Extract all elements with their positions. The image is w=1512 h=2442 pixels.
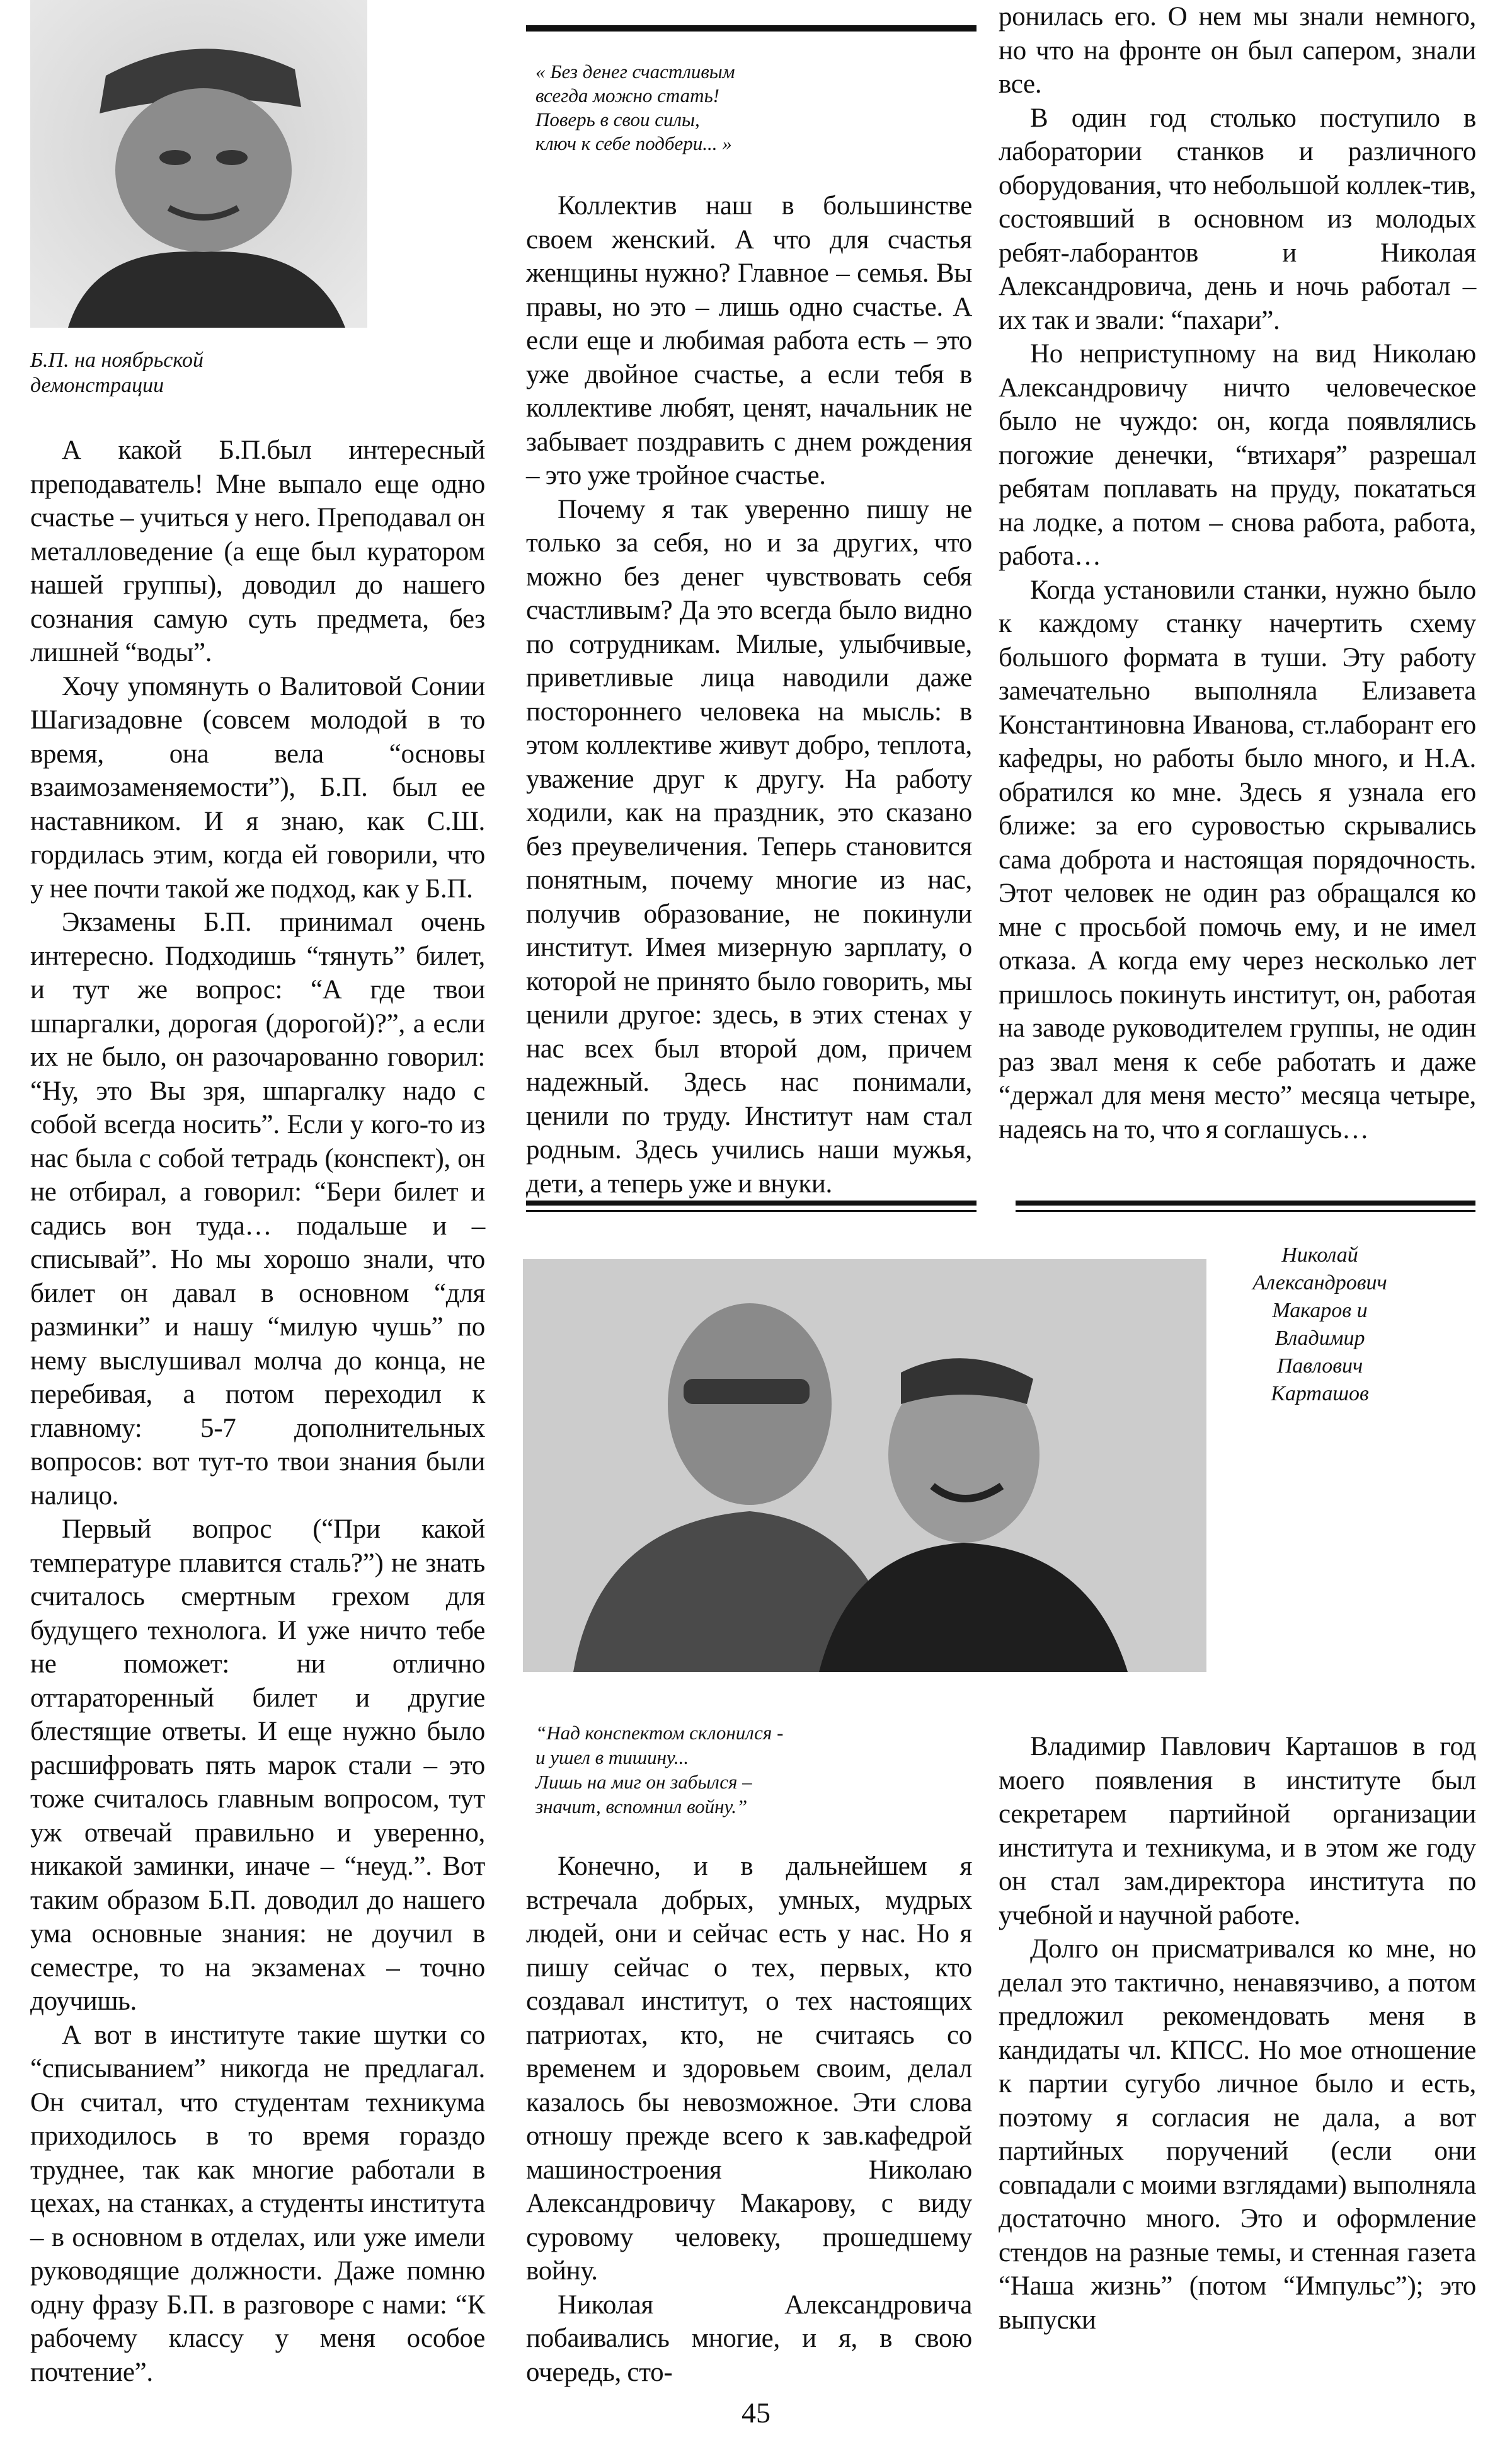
- section-rule-middle: [526, 1201, 976, 1206]
- right-bottom-text: Владимир Павлович Карташов в год моего появления в институте был секретарем партийной организации института и техникума, и в этом же году он стал зам.директора института по учебной и научной работе. Долго он присматривался ко мне, но делал это тактично, ненавязчиво, а потом предложил рекомендовать меня в кандидаты чл. КПСС. Но мое отношение к партии сугубо личное было и есть, поэтому я согласия не дала, а вот партийных поручений (если они совпадали с моими взглядами) выполняла достаточно много. Это и оформление стендов на разные темы, и стенная газета “Наша жизнь” (потом “Импульс”); это выпуски: [999, 1732, 1476, 2335]
- page-number: 45: [742, 2397, 770, 2429]
- poem-quote: “Над конспектом склонился - и ушел в тишину... Лишь на миг он забылся – значит, вспомнил войну.”: [536, 1722, 784, 1817]
- right-top-text: ронилась его. О нем мы знали немного, но что на фронте он был сапером, знали все. В один год столько поступило в лаборатории станков и различного оборудования, что небольшой коллек-тив, состоявший в основном из молодых ребят-лаборантов и Николая Александровича, день и ночь работал – их так и звали: “пахари”. Но неприступному на вид Николаю Александровичу ничто человеческое было не чуждо: он, когда появлялись погожие денечки, “втихаря” разрешал ребятам поплавать на пруду, покататься на лодке, а потом – снова работа, работа, работа… Когда установили станки, нужно было к каждому станку начертить схему большого формата в туши. Эту работу замечательно выполняла Елизавета Константиновна Иванова, ст.лаборант его кафедры, но работы было много, и Н.А. обратился ко мне. Здесь я узнала его ближе: за его суровостью скрывались сама доброта и настоящая порядочность. Этот человек не один раз обращался ко мне с просьбой помочь ему, и не имел отказа. А когда ему через несколько лет пришлось покинуть институт, он, работая на заводе руководителем группы, не один раз звал меня к себе работать и даже “держал для меня место” месяца четыре, надеясь на то, что я соглашусь…: [999, 2, 1476, 1144]
- photo1-caption: Б.П. на ноябрьской демонстрации: [30, 348, 203, 397]
- epigraph-quote: « Без денег счастливым всегда можно стать! Поверь в свои силы, ключ к себе подбери... »: [536, 60, 735, 154]
- left-column-text: А какой Б.П.был интересный преподаватель! Мне выпало еще одно счастье – учиться у него. Преподавал он металловедение (а еще был куратором нашей группы), доводил до нашего сознания самую суть предмета, без лишней “воды”. Хочу упомянуть о Валитовой Сонии Шагизадовне (совсем молодой в то время, она вела “основы взаимозаменяемости”), Б.П. был ее наставником. И я знаю, как С.Ш. гордилась этим, когда ей говорили, что у нее почти такой же подход, как у Б.П. Экзамены Б.П. принимал очень интересно. Подходишь “тянуть” билет, и тут же вопрос: “А где твои шпаргалки, дорогая (дорогой)?”, а если их не было, он разочарованно говорил: “Ну, это Вы зря, шпаргалку надо с собой всегда носить”. Если у кого-то из нас была с собой тетрадь (конспект), он не отбирал, а говорил: “Бери билет и садись вон туда… подальше и – списывай”. Но мы хорошо знали, что билет он давал в основном “для разминки” и нашу “милую чушь” по нему выслушивал молча до конца, не перебивая, а потом переходил к главному: 5-7 дополнительных вопросов: вот тут-то твои знания были налицо. Первый вопрос (“При какой температуре плавится сталь?”) не знать считалось смертным грехом для будущего технолога. И уже ничто тебе не поможет: ни отлично оттараторенный билет и другие блестящие ответы. И еще нужно было расшифровать пять марок стали – это тоже считалось главным вопросом, тут уж отвечай правильно и уверенно, никакой заминки, иначе – “неуд.”. Вот таким образом Б.П. доводил до нашего ума основные знания: не доучил в семестре, то на экзаменах – точно доучишь. А вот в институте такие шутки со “списыванием” никогда не предлагал. Он считал, что студентам техникума приходилось в то время гораздо труднее, так как многие работали в цехах, на станках, а студенты института – в основном в отделах, или уже имели руководящие должности. Даже помню одну фразу Б.П. в разговоре с нами: “К рабочему классу у меня особое почтение”.: [30, 435, 485, 2387]
- top-rule: [526, 25, 976, 32]
- photo2-caption: Николай Александрович Макаров и Владимир Павлович Карташов: [1252, 1243, 1387, 1405]
- section-rule-right: [1016, 1201, 1475, 1206]
- middle-bottom-text: Конечно, и в дальнейшем я встречала добрых, умных, мудрых людей, они и сейчас есть у нас. Но я пишу сейчас о тех, первых, кто создавал институт, о тех настоящих патриотах, кто, не считаясь со временем и здоровьем своим, делал казалось бы невозможное. Эти слова отношу прежде всего к зав.кафедрой машиностроения Николаю Александровичу Макарову, с виду суровому человеку, прошедшему войну. Николая Александровича побаивались многие, и я, в свою очередь, сто-: [526, 1852, 972, 2387]
- photo-makarov-kartashov: [523, 1259, 1206, 1672]
- section-rule-middle-thin: [526, 1210, 976, 1212]
- photo-bp-demonstration: [30, 0, 367, 328]
- section-rule-right-thin: [1016, 1210, 1475, 1212]
- middle-top-text: Коллектив наш в большинстве своем женский. А что для счастья женщины нужно? Главное – семья. Вы правы, но это – лишь одно счастье. А если еще и любимая работа есть – это уже двойное счастье, а если тебя в коллективе любят, ценят, начальник не забывает поздравить с днем рождения – это уже тройное счастье. Почему я так уверенно пишу не только за себя, но и за других, что можно без денег чувствовать себя счастливым? Да это всегда было видно по сотрудникам. Милые, улыбчивые, приветливые лица наводили даже постороннего человека на мысль: в этом коллективе живут добро, теплота, уважение друг к другу. На работу ходили, как на праздник, это сказано без преувеличения. Теперь становится понятным, почему многие из нас, получив образование, не покинули институт. Имея мизерную зарплату, о которой не принято было говорить, мы ценили другое: здесь, в этих стенах у нас всех был второй дом, причем надежный. Здесь нас понимали, ценили по труду. Институт нам стал родным. Здесь учились наши мужья, дети, а теперь уже и внуки.: [526, 191, 972, 1199]
